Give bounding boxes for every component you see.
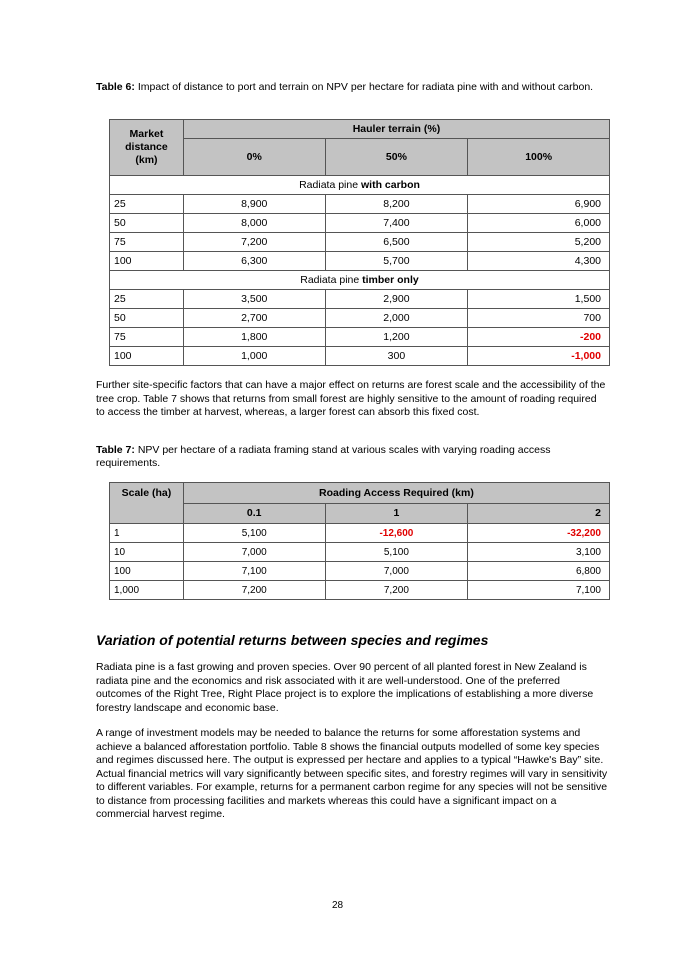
table7 [109, 482, 610, 600]
table6-caption [96, 81, 601, 94]
table7-subheader-0-1: 0.1 [183, 503, 325, 524]
table-row: 75 7,200 6,500 5,200 [110, 233, 610, 252]
table-row: 100 7,100 7,000 6,800 [110, 562, 610, 581]
table-row: 1 5,100 -12,600 -32,200 [110, 524, 610, 543]
table6-subheader-50: 50% [325, 139, 468, 176]
table-row: 100 6,300 5,700 4,300 [110, 252, 610, 271]
section-heading: Variation of potential returns between species and regimes [96, 632, 489, 648]
paragraph-scale-access: Further site-specific factors that can have a major effect on returns are forest scale and the accessibility of the tree crop. Table 7 shows that returns from small forest are highly sensitive to the amount of roading required to access the timber at harvest, whereas, a larger forest can absorb this fixed cost. [96, 379, 606, 418]
table7-header-scale: Scale (ha) [110, 483, 184, 524]
table7-caption [96, 444, 601, 470]
table7-caption-label: Table 7: [96, 444, 135, 456]
table6-caption-text: Impact of distance to port and terrain on NPV per hectare for radiata pine with and without carbon. [134, 81, 594, 93]
table-row: 25 8,900 8,200 6,900 [110, 195, 610, 214]
table6-section-with-carbon: Radiata pine with carbon [110, 176, 610, 195]
page-number: 28 [331, 900, 344, 911]
table-row: 50 2,700 2,000 700 [110, 309, 610, 328]
table7-caption-text: NPV per hectare of a radiata framing stand at various scales with varying roading access requirements. [96, 444, 551, 469]
table7-subheader-2: 2 [468, 503, 610, 524]
table-row: 75 1,800 1,200 -200 [110, 328, 610, 347]
paragraph-investment-models: A range of investment models may be needed to balance the returns for some afforestation systems and achieve a balanced afforestation portfolio. Table 8 shows the financial outputs modelled of some key species and regimes discussed here. The output is expressed per hectare and applies to a typical “Hawke's Bay” site. Actual financial metrics will vary significantly between specific sites, and forestry regimes will vary in sensitivity to different variables. For example, returns for a permanent carbon regime for any species will not be sensitive to distance from processing facilities and markets whereas this could have a significant impact on a commercial harvest regime. [96, 727, 608, 820]
table-row: 100 1,000 300 -1,000 [110, 347, 610, 366]
table-row: 25 3,500 2,900 1,500 [110, 290, 610, 309]
table6-caption-label: Table 6: [96, 81, 135, 93]
table6 [109, 119, 610, 366]
table6-subheader-100: 100% [468, 139, 610, 176]
table7-header-roading: Roading Access Required (km) [183, 483, 609, 504]
table6-section-timber-only: Radiata pine timber only [110, 271, 610, 290]
table-row: 50 8,000 7,400 6,000 [110, 214, 610, 233]
table6-subheader-0: 0% [183, 139, 325, 176]
table-row: 10 7,000 5,100 3,100 [110, 543, 610, 562]
table7-subheader-1: 1 [325, 503, 468, 524]
table6-header-market: Market distance (km) [110, 120, 184, 176]
table-row: 1,000 7,200 7,200 7,100 [110, 581, 610, 600]
paragraph-radiata: Radiata pine is a fast growing and proven species. Over 90 percent of all planted forest in New Zealand is radiata pine and the economics and risk associated with it are well-understood. One of the preferred outcomes of the Right Tree, Right Place project is to explore the implications of establishing a more diverse forestry landscape and economic base. [96, 661, 594, 714]
table6-header-terrain: Hauler terrain (%) [183, 120, 609, 139]
